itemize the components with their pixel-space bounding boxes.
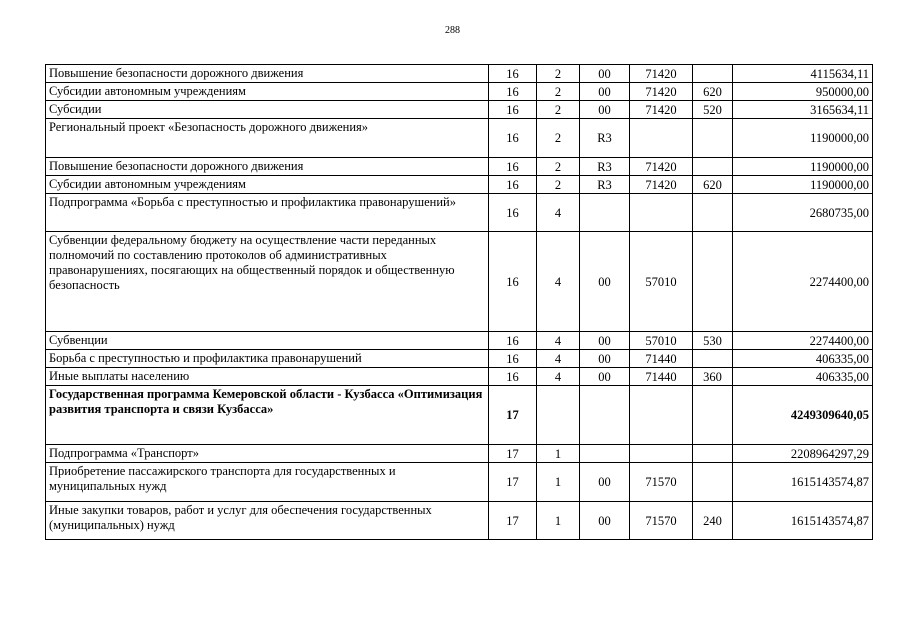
cell-main-activity-code	[580, 445, 630, 463]
cell-expense-direction-code	[630, 445, 693, 463]
cell-program-code: 16	[489, 158, 537, 176]
cell-name: Субсидии автономным учреждениям	[46, 83, 489, 101]
table-row	[46, 463, 873, 502]
cell-subprogram-code: 2	[537, 119, 580, 158]
cell-amount: 1190000,00	[733, 119, 873, 158]
cell-program-code: 16	[489, 176, 537, 194]
cell-subprogram-code: 1	[537, 502, 580, 540]
cell-subprogram-code: 2	[537, 83, 580, 101]
cell-expense-type-code: 530	[693, 332, 733, 350]
cell-name: Повышение безопасности дорожного движения	[46, 158, 489, 176]
cell-main-activity-code: 00	[580, 101, 630, 119]
table-row	[46, 83, 873, 101]
cell-name: Государственная программа Кемеровской области - Кузбасса «Оптимизация развития транспорта и связи Кузбасса»	[46, 386, 489, 445]
cell-program-code: 17	[489, 386, 537, 445]
cell-name: Субсидии	[46, 101, 489, 119]
cell-expense-type-code: 240	[693, 502, 733, 540]
cell-subprogram-code: 4	[537, 332, 580, 350]
cell-subprogram-code	[537, 386, 580, 445]
cell-expense-type-code	[693, 232, 733, 332]
table-row	[46, 332, 873, 350]
cell-main-activity-code	[580, 194, 630, 232]
cell-expense-direction-code	[630, 119, 693, 158]
cell-name: Субвенции	[46, 332, 489, 350]
cell-program-code: 16	[489, 194, 537, 232]
page-number: 288	[445, 25, 460, 36]
cell-expense-direction-code: 71420	[630, 83, 693, 101]
cell-expense-type-code	[693, 119, 733, 158]
cell-expense-type-code	[693, 463, 733, 502]
table-row	[46, 445, 873, 463]
budget-table	[45, 64, 873, 540]
cell-amount: 4115634,11	[733, 65, 873, 83]
cell-expense-type-code	[693, 194, 733, 232]
cell-program-code: 16	[489, 232, 537, 332]
cell-expense-direction-code: 57010	[630, 232, 693, 332]
cell-expense-type-code	[693, 386, 733, 445]
table-row	[46, 502, 873, 540]
table-row	[46, 101, 873, 119]
cell-expense-direction-code: 71420	[630, 176, 693, 194]
table-row	[46, 119, 873, 158]
cell-program-code: 16	[489, 101, 537, 119]
cell-amount: 1615143574,87	[733, 463, 873, 502]
cell-amount: 1190000,00	[733, 176, 873, 194]
cell-amount: 1190000,00	[733, 158, 873, 176]
cell-subprogram-code: 2	[537, 101, 580, 119]
cell-expense-type-code: 620	[693, 176, 733, 194]
cell-subprogram-code: 4	[537, 368, 580, 386]
cell-subprogram-code: 1	[537, 463, 580, 502]
cell-subprogram-code: 4	[537, 232, 580, 332]
cell-name: Подпрограмма «Транспорт»	[46, 445, 489, 463]
table-row	[46, 158, 873, 176]
cell-expense-direction-code: 71420	[630, 65, 693, 83]
table-row	[46, 386, 873, 445]
cell-name: Приобретение пассажирского транспорта для государственных и муниципальных нужд	[46, 463, 489, 502]
cell-amount: 406335,00	[733, 368, 873, 386]
cell-expense-type-code	[693, 65, 733, 83]
cell-amount: 406335,00	[733, 350, 873, 368]
cell-main-activity-code	[580, 386, 630, 445]
cell-subprogram-code: 1	[537, 445, 580, 463]
table-row	[46, 232, 873, 332]
table-row	[46, 368, 873, 386]
cell-amount: 2208964297,29	[733, 445, 873, 463]
cell-expense-type-code: 360	[693, 368, 733, 386]
cell-expense-direction-code: 71440	[630, 368, 693, 386]
cell-amount: 3165634,11	[733, 101, 873, 119]
cell-main-activity-code: 00	[580, 350, 630, 368]
budget-table-body	[46, 65, 873, 540]
cell-amount: 4249309640,05	[733, 386, 873, 445]
table-row	[46, 176, 873, 194]
cell-expense-direction-code: 57010	[630, 332, 693, 350]
cell-main-activity-code: R3	[580, 119, 630, 158]
table-row	[46, 350, 873, 368]
cell-program-code: 16	[489, 332, 537, 350]
cell-main-activity-code: 00	[580, 502, 630, 540]
cell-main-activity-code: 00	[580, 232, 630, 332]
cell-expense-type-code	[693, 445, 733, 463]
cell-expense-type-code: 620	[693, 83, 733, 101]
cell-name: Субсидии автономным учреждениям	[46, 176, 489, 194]
cell-main-activity-code: R3	[580, 176, 630, 194]
cell-program-code: 16	[489, 350, 537, 368]
cell-expense-direction-code: 71440	[630, 350, 693, 368]
cell-main-activity-code: R3	[580, 158, 630, 176]
cell-expense-direction-code: 71420	[630, 101, 693, 119]
cell-amount: 2680735,00	[733, 194, 873, 232]
cell-expense-type-code: 520	[693, 101, 733, 119]
cell-expense-direction-code	[630, 194, 693, 232]
cell-amount: 2274400,00	[733, 332, 873, 350]
cell-name: Повышение безопасности дорожного движения	[46, 65, 489, 83]
cell-expense-type-code	[693, 158, 733, 176]
table-row	[46, 194, 873, 232]
cell-program-code: 17	[489, 502, 537, 540]
cell-main-activity-code: 00	[580, 463, 630, 502]
cell-expense-direction-code: 71570	[630, 502, 693, 540]
cell-program-code: 16	[489, 119, 537, 158]
cell-program-code: 16	[489, 65, 537, 83]
cell-amount: 1615143574,87	[733, 502, 873, 540]
cell-main-activity-code: 00	[580, 368, 630, 386]
cell-subprogram-code: 4	[537, 350, 580, 368]
cell-main-activity-code: 00	[580, 332, 630, 350]
cell-subprogram-code: 4	[537, 194, 580, 232]
cell-subprogram-code: 2	[537, 158, 580, 176]
cell-main-activity-code: 00	[580, 83, 630, 101]
cell-program-code: 17	[489, 463, 537, 502]
table-row	[46, 65, 873, 83]
cell-subprogram-code: 2	[537, 176, 580, 194]
cell-name: Субвенции федеральному бюджету на осуществление части переданных полномочий по составлению протоколов об административных правонарушениях, посягающих на общественный порядок и общественную безопасность	[46, 232, 489, 332]
cell-subprogram-code: 2	[537, 65, 580, 83]
cell-expense-direction-code: 71420	[630, 158, 693, 176]
cell-program-code: 17	[489, 445, 537, 463]
cell-program-code: 16	[489, 83, 537, 101]
cell-name: Подпрограмма «Борьба с преступностью и профилактика правонарушений»	[46, 194, 489, 232]
cell-main-activity-code: 00	[580, 65, 630, 83]
cell-expense-direction-code: 71570	[630, 463, 693, 502]
cell-expense-direction-code	[630, 386, 693, 445]
cell-expense-type-code	[693, 350, 733, 368]
cell-name: Иные закупки товаров, работ и услуг для обеспечения государственных (муниципальных) нужд	[46, 502, 489, 540]
cell-program-code: 16	[489, 368, 537, 386]
cell-name: Борьба с преступностью и профилактика правонарушений	[46, 350, 489, 368]
cell-name: Региональный проект «Безопасность дорожного движения»	[46, 119, 489, 158]
cell-name: Иные выплаты населению	[46, 368, 489, 386]
cell-amount: 950000,00	[733, 83, 873, 101]
cell-amount: 2274400,00	[733, 232, 873, 332]
